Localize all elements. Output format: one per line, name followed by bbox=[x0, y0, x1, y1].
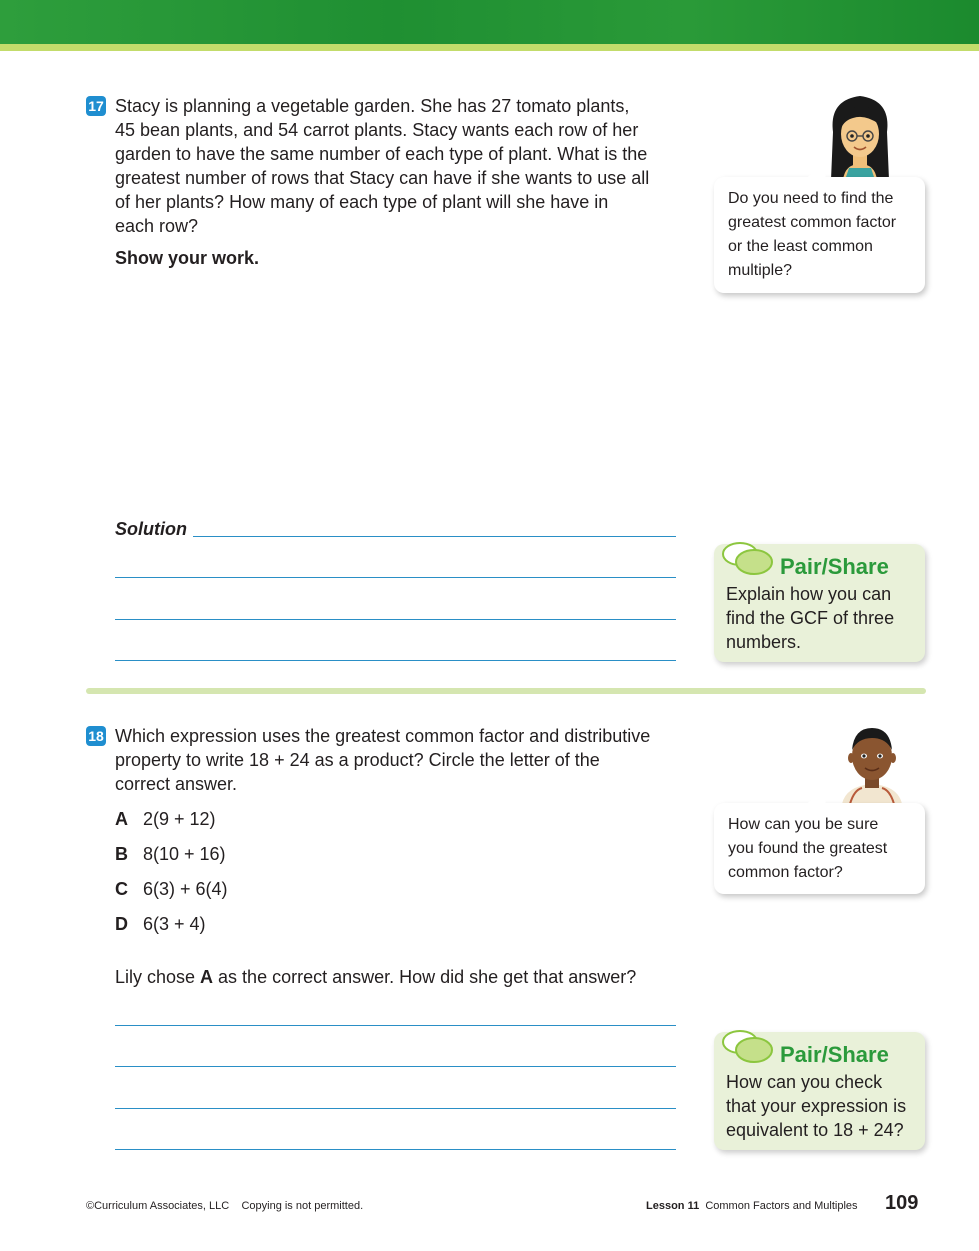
answer-line[interactable] bbox=[193, 536, 676, 537]
hint-line: common factor? bbox=[728, 864, 843, 881]
pair-share-line: How can you check bbox=[726, 1072, 883, 1092]
answer-line[interactable] bbox=[115, 1025, 676, 1026]
question-17-text bbox=[115, 94, 649, 238]
hint-bubble-tail bbox=[800, 778, 830, 806]
question-17-line: 45 bean plants, and 54 carrot plants. Stacy wants each row of her bbox=[115, 120, 639, 140]
answer-line[interactable] bbox=[115, 577, 676, 578]
copy-notice: Copying is not permitted. bbox=[241, 1200, 364, 1212]
pair-share-line: Explain how you can bbox=[726, 584, 892, 604]
pair-share-line: that your expression is bbox=[726, 1096, 907, 1116]
followup-text: Lily chose bbox=[115, 967, 201, 987]
hint-bubble-tail bbox=[800, 152, 830, 180]
answer-line[interactable] bbox=[115, 1066, 676, 1067]
hint-line: multiple? bbox=[728, 262, 793, 279]
question-18-line: property to write 18 + 24 as a product? Circle the letter of the bbox=[115, 750, 600, 770]
question-17-line: greatest number of rows that Stacy can have if she wants to use all bbox=[115, 168, 650, 188]
followup-text: as the correct answer. How did she get that answer? bbox=[213, 967, 637, 987]
question-18-number: 18 bbox=[86, 726, 106, 746]
question-17-line: garden to have the same number of each type of plant. What is the bbox=[115, 144, 648, 164]
header-band bbox=[0, 0, 979, 44]
pair-share-body bbox=[726, 582, 894, 654]
choice-text: 6(3) + 6(4) bbox=[143, 879, 228, 899]
question-17-line: of her plants? How many of each type of plant will she have in bbox=[115, 192, 609, 212]
question-18-text bbox=[115, 724, 650, 796]
question-17-line: Stacy is planning a vegetable garden. She has 27 tomato plants, bbox=[115, 96, 630, 116]
choice-a[interactable] bbox=[115, 807, 216, 831]
pair-share-box-18 bbox=[714, 1032, 925, 1150]
answer-line[interactable] bbox=[115, 1149, 676, 1150]
choice-letter: C bbox=[115, 879, 128, 899]
footer-lesson bbox=[646, 1200, 858, 1212]
choice-text: 8(10 + 16) bbox=[143, 844, 226, 864]
header-stripe bbox=[0, 44, 979, 51]
answer-line[interactable] bbox=[115, 1108, 676, 1109]
hint-line: How can you be sure bbox=[728, 816, 879, 833]
lesson-title: Common Factors and Multiples bbox=[705, 1200, 858, 1212]
pair-share-box-17 bbox=[714, 544, 925, 662]
pair-share-line: numbers. bbox=[726, 632, 802, 652]
footer-copyright bbox=[86, 1200, 363, 1212]
solution-label: Solution bbox=[115, 519, 187, 539]
student-boy-avatar bbox=[832, 720, 912, 804]
question-18-line: Which expression uses the greatest common factor and distributive bbox=[115, 726, 651, 746]
show-work-label: Show your work. bbox=[115, 248, 260, 268]
pair-share-title: Pair/Share bbox=[780, 1042, 889, 1067]
speech-bubbles-icon bbox=[720, 1026, 778, 1070]
hint-bubble-18 bbox=[714, 803, 925, 894]
speech-bubbles-icon bbox=[720, 538, 778, 582]
pair-share-line: equivalent to 18 + 24? bbox=[726, 1120, 904, 1140]
choice-letter: D bbox=[115, 914, 128, 934]
pair-share-line: find the GCF of three bbox=[726, 608, 895, 628]
hint-line: greatest common factor bbox=[728, 214, 897, 231]
question-18-line: correct answer. bbox=[115, 774, 238, 794]
section-divider bbox=[86, 688, 926, 694]
choice-text: 2(9 + 12) bbox=[143, 809, 216, 829]
answer-line[interactable] bbox=[115, 660, 676, 661]
hint-line: you found the greatest bbox=[728, 840, 888, 857]
followup-letter: A bbox=[200, 967, 214, 987]
copyright-text: ©Curriculum Associates, LLC bbox=[86, 1200, 230, 1212]
followup-question bbox=[115, 965, 636, 989]
answer-line[interactable] bbox=[115, 619, 676, 620]
lesson-label: Lesson 11 bbox=[646, 1200, 700, 1212]
choice-letter: A bbox=[115, 809, 128, 829]
hint-line: or the least common bbox=[728, 238, 873, 255]
hint-bubble-17 bbox=[714, 177, 925, 293]
choice-letter: B bbox=[115, 844, 128, 864]
pair-share-title: Pair/Share bbox=[780, 554, 889, 579]
choice-b[interactable] bbox=[115, 842, 226, 866]
question-17-line: each row? bbox=[115, 216, 199, 236]
choice-d[interactable] bbox=[115, 912, 206, 936]
hint-line: Do you need to find the bbox=[728, 190, 894, 207]
question-17-number: 17 bbox=[86, 96, 106, 116]
choice-c[interactable] bbox=[115, 877, 228, 901]
pair-share-body bbox=[726, 1070, 906, 1142]
choice-text: 6(3 + 4) bbox=[143, 914, 206, 934]
page-number: 109 bbox=[885, 1192, 919, 1214]
